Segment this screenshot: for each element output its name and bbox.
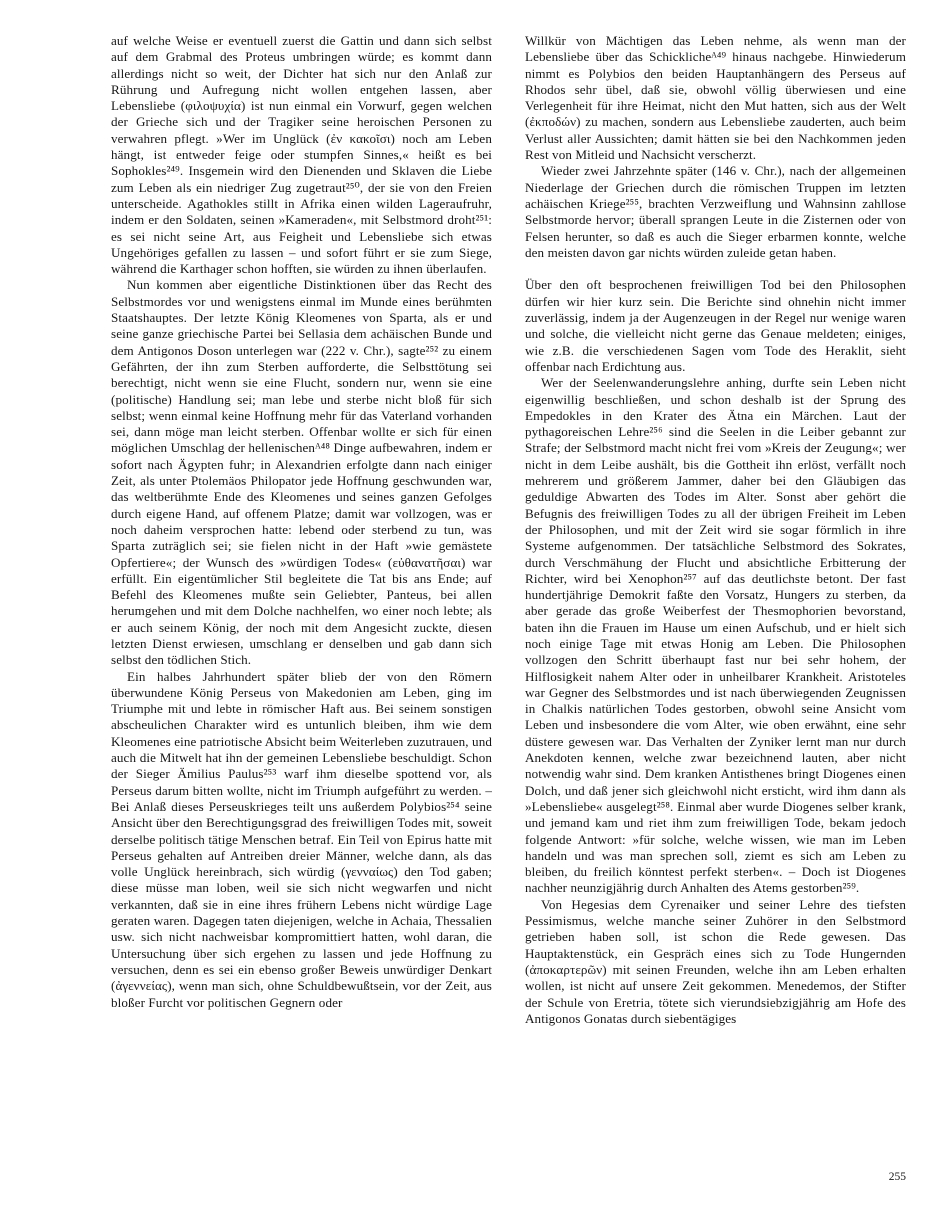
paragraph: Ein halbes Jahrhundert später blieb der von den Römern überwundene König Perseus von Makedonien am Leben, ging im Triumphe mit und lebte in römischer Haft aus. Bei seinem sonstigen abscheulichen Charakter wird es untunlich bleiben, ihm wie dem Kleomenes eine patriotische Absicht beim Weiterleben zuzutrauen, und auch die Mitwelt hat ihn der gemeinen Lebensliebe beschuldigt. Schon der Sieger Ämilius Paulus²⁵³ warf ihm dieselbe spottend vor, als Perseus darum bitten wollte, nicht im Triumph aufgeführt zu werden. – Bei Anlaß dieses Perseuskrieges teilt uns außerdem Polybios²⁵⁴ seine Ansicht über den Berechtigungsgrad des freiwilligen Todes mit, soweit derselbe politisch tätige Menschen betraf. Ein Teil von Epirus hatte mit Perseus gehalten auf Antreiben dreier Männer, welche dann, als das volle Unglück hereinbrach, sich würdig (γενναίως) den Tod gaben; diese müsse man loben, weil sie sich nicht wegwarfen und nicht verkannten, daß sie in eine ihres frühern Lebens nicht würdige Lage geraten waren. Dagegen taten diejenigen, welche in Achaia, Thessalien usw. sich nicht nachweisbar kompromittiert hatten, wohl daran, die Untersuchung über sich ergehen zu lassen und jede Hoffnung zu versuchen, denn es sei ein ebenso großer Beweis unwürdiger Denkart (ἀγεννείας), wenn man sich, ohne Schuldbewußtsein, vor der Zeit, aus bloßer Furcht vor politischen Gegnern oder (111, 668, 492, 1010)
left-column (111, 33, 492, 1027)
paragraph-continuation: auf welche Weise er eventuell zuerst die Gattin und dann sich selbst auf dem Grabmal des Proteus umbringen würde; es kommt dann allerdings nicht so weit, der Dichter hat sich nur den Anlaß zur Rührung und Aufregung nicht wollen entgehen lassen, aber Lebensliebe (φιλοψυχία) ist nun einmal ein Vorwurf, gegen welchen der Grieche sich und der Tragiker seine heroischen Personen zu verwahren pflegt. »Wer im Unglück (ἐν κακοῖσι) noch am Leben hängt, ist entweder feige oder stumpfen Sinnes,« heißt es bei Sophokles²⁴⁹. Insgemein wird den Dienenden und Sklaven die Liebe zum Leben als ein niedriger Zug zugetraut²⁵⁰, der sie von den Freien unterscheide. Agathokles stillt in Afrika einen wilden Lageraufruhr, indem er den Soldaten, seinen »Kameraden«, mit Selbstmord droht²⁵¹: es sei nicht seine Art, aus Feigheit und Lebensliebe sich etwas Ungehöriges gefallen zu lassen – und sofort führt er sie zum Siege, während die Karthager schon hofften, sie würden zu ihnen überlaufen. (111, 33, 492, 277)
page-number: 255 (888, 1170, 906, 1183)
paragraph: Wer der Seelenwanderungslehre anhing, durfte sein Leben nicht eigenwillig beschließen, und schon deshalb ist der Sprung des Empedokles in den Krater des Ätna ein Märchen. Laut der pythagoreischen Lehre²⁵⁶ sind die Seelen in die Leiber gebannt zur Strafe; der Selbstmord macht nicht frei vom »Kreis der Zeugung«; wer nicht in dem Leibe aushält, bis die Gottheit ihn erlöst, verfällt noch mehrerem und größerem Jammer, daher bei den Gläubigen das geduldige Abwarten des Todes im Alter. Sonst aber gehört die Befugnis des freiwilligen Todes zu all der übrigen Freiheit im Leben der Philosophen, und mit der Zeit wird sie sogar förmlich in ihre Systeme aufgenommen. Der tatsächliche Selbstmord des Sokrates, durch Verschmähung der Flucht und absichtliche Erbitterung der Richter, wird bei Xenophon²⁵⁷ auf das deutlichste betont. Der fast hundertjährige Demokrit faßte den Vorsatz, Hungers zu sterben, da aber gerade das große Weiberfest der Thesmophorien bevorstand, baten ihn die Frauen im Hause um einen Aufschub, und er hielt sich noch einige Tage mit etwas Honig am Leben. Die Philosophen vollzogen den Schritt überhaupt fast nur bei sehr hohem, der Hilflosigkeit nahem Alter oder in unheilbarer Krankheit. Aristoteles war Gegner des Selbstmordes und ist nach überwiegenden Zeugnissen in Chalkis natürlichen Todes gestorben, obwohl seine Ansicht vom Leben und insbesondere die vom Alter, wie oben erwähnt, eine sehr düstere gewesen war. Das Verhalten der Zyniker lernt man nur durch Anekdoten kennen, welche zwar bezeichnend lauten, aber nicht notwendig wahr sind. Dem kranken Antisthenes bringt Diogenes einen Dolch, und daß jener sich gleichwohl nicht ersticht, wird ihm dann als »Lebensliebe« ausgelegt²⁵⁸. Einmal aber wurde Diogenes selber krank, und jemand kam und riet ihm zum freiwilligen Tode, bekam jedoch folgende Antwort: »für solche, welche wissen, wie man im Leben handeln und was man sprechen soll, ziemt es sich am Leben zu bleiben, du freilich könntest perfekt sterben«. – Doch ist Diogenes nachher neunzigjährig durch Anhalten des Atems gestorben²⁵⁹. (525, 375, 906, 896)
text-columns (111, 33, 906, 1027)
paragraph: Von Hegesias dem Cyrenaiker und seiner Lehre des tiefsten Pessimismus, welche manche seiner Zuhörer in den Selbstmord getrieben haben soll, ist schon die Rede gewesen. Das Hauptaktenstück, ein Gespräch eines sich zu Tode Hungernden (ἀποκαρτερῶν) mit seinen Freunden, welche ihn am Leben erhalten wollen, ist nicht auf unsere Zeit gekommen. Menedemos, der Stifter der Schule von Eretria, tötete sich vierundsiebzigjährig am Hofe des Antigonos Gonatas durch siebentägiges (525, 896, 906, 1026)
paragraph: Wieder zwei Jahrzehnte später (146 v. Chr.), nach der allgemeinen Niederlage der Griechen durch die römischen Truppen im letzten achäischen Kriege²⁵⁵, brachten Verzweiflung und Wahnsinn zahllose Selbstmorde hervor; überall sprangen Leute in die Zisternen oder von Felsen herunter, so daß es auch die Sieger erbarmen konnte, welche den meisten davon gar nichts würden zuleide getan haben. (525, 163, 906, 260)
paragraph: Nun kommen aber eigentliche Distinktionen über das Recht des Selbstmordes vor und wenigstens einmal im Munde eines berühmten Staatshauptes. Der letzte König Kleomenes von Sparta, als er und seine ganze griechische Partei bei Sellasia dem achäischen Bunde und dem Antigonos Doson unterlegen war (222 v. Chr.), sagte²⁵² zu einem Gefährten, der ihn zum Sterben aufforderte, die Selbsttötung sei berechtigt, nicht wenn sie eine Flucht, sondern nur, wenn sie eine (politische) Handlung sei; man lebe und sterbe nicht bloß für sich selbst; wenn einmal keine Hoffnung mehr für das Vaterland vorhanden sei, dann möge man leicht sterben. Offenbar wollte er sich für einen möglichen Umschlag der hellenischenᴬ⁴⁸ Dinge aufbewahren, indem er sofort nach Ägypten fuhr; in Alexandrien erfolgte dann nach einiger Zeit, als unter Ptolemäos Philopator jede Hoffnung geschwunden war, das weltberühmte Ende des Kleomenes und seines ganzen Gefolges durch eigene Hand, auf offenem Platze; damit war vollzogen, was er noch daheim versprochen hatte: lebend oder sterbend zu tun, was Sparta zuträglich sei; sie fielen nicht in der Haft »wie gemästete Opfertiere«; der Wunsch des »würdigen Todes« (εὐθανατῆσαι) war erfüllt. Ein eigentümlicher Stil begleitete die Tat bis ans Ende; auf Befehl des Kleomenes mußte sein Geliebter, Panteus, bei allen herumgehen und mit dem Dolche nachhelfen, wo einer noch lebte; als er auch seinem König, der noch mit dem Angesicht zuckte, diesen letzten Dienst erwiesen, umschlang er denselben und gab dann sich selbst den tödlichen Stich. (111, 277, 492, 668)
paragraph-section-start: Über den oft besprochenen freiwilligen Tod bei den Philosophen dürfen wir hier kurz sein. Die Berichte sind ohnehin nicht immer zuverlässig, indem ja der Augenzeugen in der Regel nur wenige waren und solche, die vielleicht nicht gerne das Genaue meldeten; einiges, wie z.B. die verschiedenen Sagen vom Tode des Heraklit, sieht offenbar nach Erdichtung aus. (525, 277, 906, 374)
right-column (525, 33, 906, 1027)
paragraph-continuation: Willkür von Mächtigen das Leben nehme, als wenn man der Lebensliebe über das Schicklicheᴬ⁴⁹ hinaus nachgebe. Hinwiederum nimmt es Polybios den beiden Hauptanhängern des Perseus auf Rhodos sehr übel, daß sie, obwohl völlig überwiesen und eine Verlegenheit für ihre Heimat, nicht den Mut hatten, sich aus der Welt (ἐκποδών) zu machen, sondern aus Lebensliebe zauderten, auch beim Verlust aller Aussichten; damit hätten sie bei den Nachkommen jeden Rest von Mitleid und Nachsicht verscherzt. (525, 33, 906, 163)
